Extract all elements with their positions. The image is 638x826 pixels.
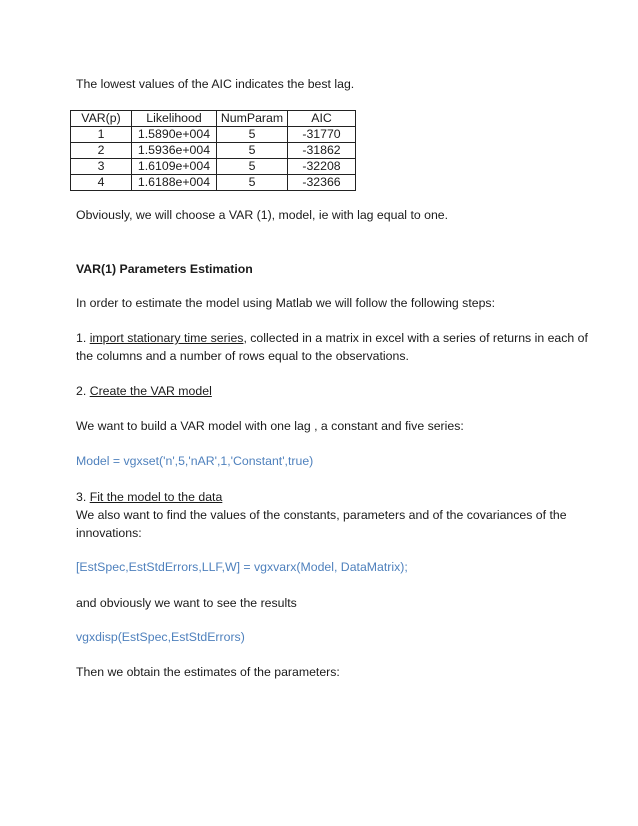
table-row	[71, 159, 356, 175]
step1-link[interactable]: import stationary time series	[89, 331, 244, 345]
table-cell: 5	[217, 143, 288, 159]
step2-link[interactable]: Create the VAR model	[89, 384, 212, 398]
step2-description: We want to build a VAR model with one lag , a constant and five series:	[76, 419, 464, 433]
step2-number: 2.	[76, 384, 90, 398]
results-text: and obviously we want to see the results	[76, 596, 297, 610]
table-cell: 4	[71, 175, 132, 191]
header-cell: VAR(p)	[71, 111, 132, 127]
step3-description: We also want to find the values of the constants, parameters and of the covariances of the	[76, 508, 567, 522]
step3-description-2: innovations:	[76, 526, 142, 540]
table-cell: 5	[217, 159, 288, 175]
code-vgxdisp: vgxdisp(EstSpec,EstStdErrors)	[76, 630, 245, 644]
table-cell: 1.5890e+004	[132, 127, 217, 143]
step2-line	[76, 383, 212, 399]
step1-line	[76, 330, 588, 346]
table-cell: 3	[71, 159, 132, 175]
conclusion-text: Obviously, we will choose a VAR (1), model, ie with lag equal to one.	[76, 208, 449, 222]
table-row	[71, 127, 356, 143]
code-vgxset: Model = vgxset('n',5,'nAR',1,'Constant',true)	[76, 454, 314, 468]
table-cell: 2	[71, 143, 132, 159]
steps-intro-text: In order to estimate the model using Matlab we will follow the following steps:	[76, 296, 495, 310]
intro-text: The lowest values of the AIC indicates the best lag.	[76, 77, 355, 91]
aic-table	[70, 110, 356, 191]
header-cell: NumParam	[217, 111, 288, 127]
header-cell: Likelihood	[132, 111, 217, 127]
table-row	[71, 175, 356, 191]
table-cell: 1.6188e+004	[132, 175, 217, 191]
section-heading: VAR(1) Parameters Estimation	[76, 262, 253, 276]
code-vgxvarx: [EstSpec,EstStdErrors,LLF,W] = vgxvarx(Model, DataMatrix);	[76, 560, 408, 574]
table-cell: -31862	[288, 143, 356, 159]
table-cell: -31770	[288, 127, 356, 143]
table-cell: 5	[217, 127, 288, 143]
table-cell: 1	[71, 127, 132, 143]
table-cell: 1.5936e+004	[132, 143, 217, 159]
step3-line	[76, 489, 222, 505]
header-cell: AIC	[288, 111, 356, 127]
table-cell: 1.6109e+004	[132, 159, 217, 175]
step1-number: 1.	[76, 331, 90, 345]
table-cell: -32208	[288, 159, 356, 175]
table-row	[71, 143, 356, 159]
step3-number: 3.	[76, 490, 90, 504]
step1-text: , collected in a matrix in excel with a series of returns in each of	[243, 331, 588, 345]
step1-line-2: the columns and a number of rows equal to the observations.	[76, 349, 409, 363]
table-header-row	[71, 111, 356, 127]
table-cell: 5	[217, 175, 288, 191]
table-cell: -32366	[288, 175, 356, 191]
final-text: Then we obtain the estimates of the parameters:	[76, 665, 340, 679]
step3-link[interactable]: Fit the model to the data	[89, 490, 223, 504]
